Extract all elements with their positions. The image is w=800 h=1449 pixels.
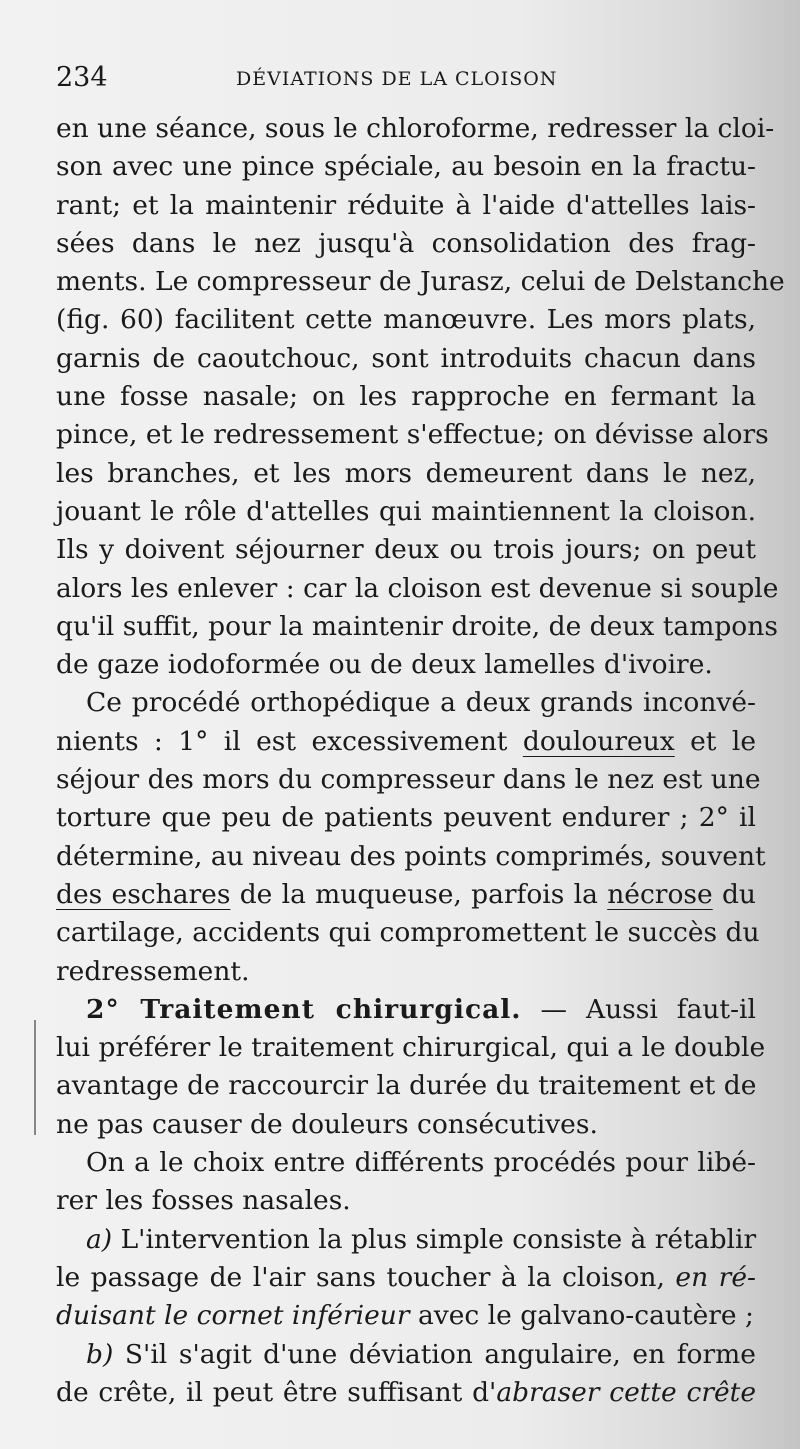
- text-span: et le: [674, 725, 757, 757]
- text-line: ne pas causer de douleurs consécutives.: [56, 1108, 598, 1140]
- running-title: DÉVIATIONS DE LA CLOISON: [236, 68, 558, 90]
- italic-span: duisant le cornet inférieur: [56, 1300, 410, 1332]
- italic-span: abraser cette crête: [496, 1376, 757, 1408]
- section-heading: 2° Traitement chirurgical.: [86, 993, 522, 1025]
- text-line: qu'il suffit, pour la maintenir droite, de deux tampons: [56, 610, 778, 642]
- text-line: cartilage, accidents qui compromettent le succès du: [56, 917, 760, 949]
- text-line: redressement.: [56, 955, 250, 987]
- italic-span: en ré-: [675, 1261, 756, 1293]
- text-line: Ils y doivent séjourner deux ou trois jours; on peut: [56, 534, 756, 566]
- text-line: [56, 1259, 756, 1297]
- underlined-word: nécrose: [607, 878, 713, 910]
- text-line: son avec une pince spéciale, au besoin en la fractu-: [56, 151, 756, 183]
- text-line: ments. Le compresseur de Jurasz, celui de Delstanche: [56, 266, 785, 298]
- text-line: [56, 1374, 756, 1412]
- text-line: pince, et le redressement s'effectue; on dévisse alors: [56, 419, 769, 451]
- text-span: — Aussi faut-il: [521, 993, 756, 1025]
- text-span: S'il s'agit d'une déviation angulaire, en forme: [113, 1338, 756, 1370]
- text-line: (fig. 60) facilitent cette manœuvre. Les mors plats,: [56, 304, 756, 336]
- page-number: 234: [56, 62, 108, 93]
- text-line: [56, 1297, 756, 1335]
- text-line: séjour des mors du compresseur dans le nez est une: [56, 764, 761, 796]
- text-line: On a le choix entre différents procédés pour libé-: [86, 1147, 756, 1179]
- text-line: une fosse nasale; on les rapproche en fermant la: [56, 381, 756, 413]
- page-body: [56, 110, 785, 1412]
- text-line: garnis de caoutchouc, sont introduits chacun dans: [56, 342, 756, 374]
- text-line: [56, 723, 756, 761]
- text-line: les branches, et les mors demeurent dans le nez,: [56, 457, 756, 489]
- underlined-word: des eschares: [56, 878, 231, 910]
- text-line: torture que peu de patients peuvent endurer ; 2° il: [56, 802, 756, 834]
- text-line: rant; et la maintenir réduite à l'aide d'attelles lais-: [56, 189, 756, 221]
- section-heading-line: [56, 991, 756, 1029]
- text-line: [56, 1221, 756, 1259]
- text-line: [56, 1336, 756, 1374]
- text-span: L'intervention la plus simple consiste à rétablir: [112, 1223, 757, 1255]
- text-line: détermine, au niveau des points comprimés, souvent: [56, 840, 766, 872]
- text-span: nients : 1° il est excessivement: [56, 725, 523, 757]
- text-span: avec le galvano-cautère ;: [409, 1300, 754, 1332]
- text-line: Ce procédé orthopédique a deux grands inconvé-: [86, 687, 756, 719]
- underlined-word: douloureux: [522, 725, 675, 757]
- text-line: avantage de raccourcir la durée du traitement et de: [56, 1070, 757, 1102]
- text-line: rer les fosses nasales.: [56, 1185, 351, 1217]
- text-span: de crête, il peut être suffisant d': [56, 1376, 497, 1408]
- margin-pencil-mark: [34, 1020, 36, 1135]
- list-marker: a): [86, 1223, 113, 1255]
- page-header: [56, 62, 710, 102]
- text-span: du: [712, 878, 756, 910]
- text-line: sées dans le nez jusqu'à consolidation des frag-: [56, 227, 756, 259]
- text-line: en une séance, sous le chloroforme, redresser la cloi-: [56, 113, 775, 144]
- text-line: alors les enlever : car la cloison est devenue si souple: [56, 572, 779, 604]
- list-marker: b): [86, 1338, 114, 1370]
- text-line: [56, 876, 756, 914]
- text-span: de la muqueuse, parfois la: [230, 878, 608, 910]
- text-line: lui préférer le traitement chirurgical, qui a le double: [56, 1032, 766, 1064]
- text-line: de gaze iodoformée ou de deux lamelles d'ivoire.: [56, 649, 713, 681]
- text-line: jouant le rôle d'attelles qui maintiennent la cloison.: [56, 495, 756, 527]
- text-span: le passage de l'air sans toucher à la cloison,: [56, 1261, 665, 1293]
